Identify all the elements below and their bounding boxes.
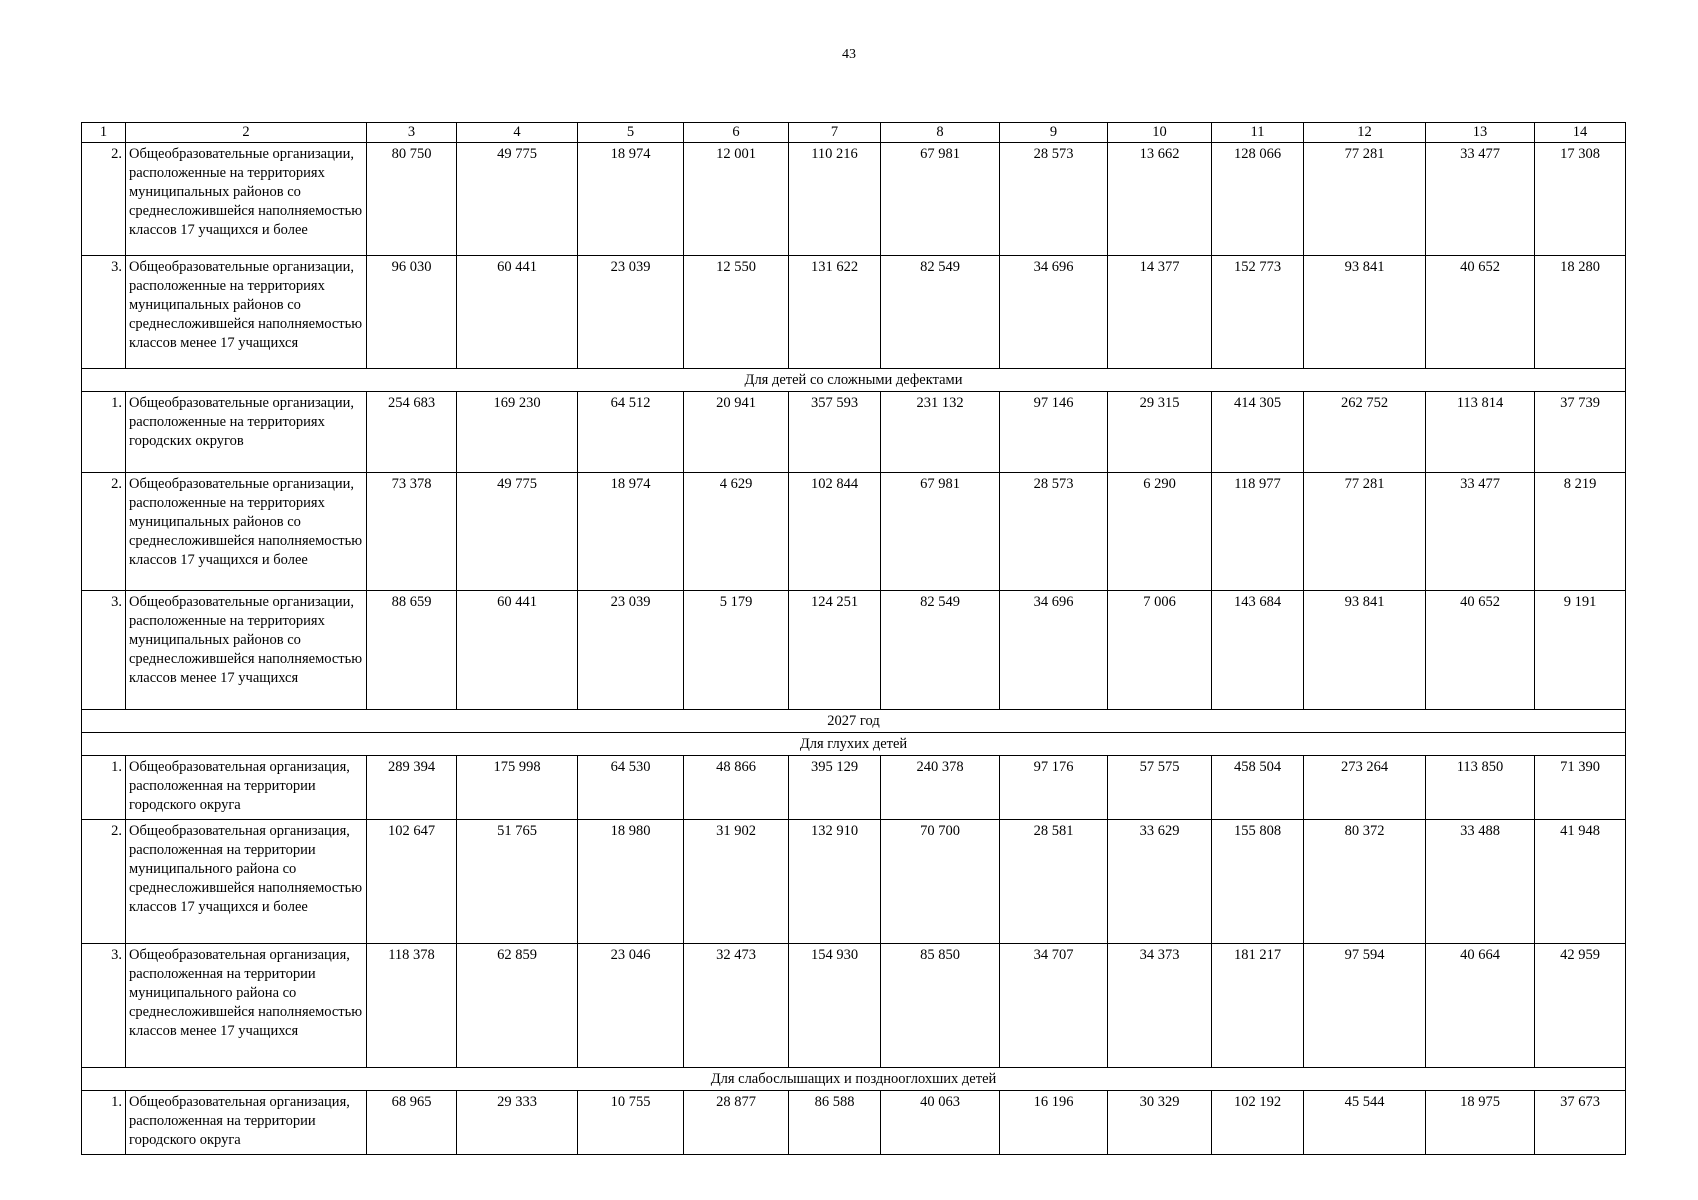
row-number: 1. xyxy=(82,392,126,473)
value-cell: 48 866 xyxy=(684,756,789,820)
value-cell: 14 377 xyxy=(1108,256,1212,369)
table-row xyxy=(82,143,1626,256)
value-cell: 18 974 xyxy=(578,473,684,591)
section-header-row xyxy=(82,710,1626,733)
column-header: 10 xyxy=(1108,123,1212,143)
row-number: 2. xyxy=(82,473,126,591)
value-cell: 18 980 xyxy=(578,820,684,944)
value-cell: 23 039 xyxy=(578,591,684,710)
value-cell: 458 504 xyxy=(1212,756,1304,820)
value-cell: 18 280 xyxy=(1535,256,1626,369)
column-header: 1 xyxy=(82,123,126,143)
table-row xyxy=(82,820,1626,944)
value-cell: 28 573 xyxy=(1000,473,1108,591)
value-cell: 12 001 xyxy=(684,143,789,256)
row-number: 2. xyxy=(82,143,126,256)
section-header-row xyxy=(82,369,1626,392)
value-cell: 60 441 xyxy=(457,256,578,369)
value-cell: 51 765 xyxy=(457,820,578,944)
value-cell: 273 264 xyxy=(1304,756,1426,820)
value-cell: 33 488 xyxy=(1426,820,1535,944)
value-cell: 40 652 xyxy=(1426,591,1535,710)
value-cell: 86 588 xyxy=(789,1091,881,1155)
value-cell: 10 755 xyxy=(578,1091,684,1155)
value-cell: 357 593 xyxy=(789,392,881,473)
table-body xyxy=(82,123,1626,1155)
value-cell: 231 132 xyxy=(881,392,1000,473)
value-cell: 6 290 xyxy=(1108,473,1212,591)
row-number: 2. xyxy=(82,820,126,944)
value-cell: 110 216 xyxy=(789,143,881,256)
value-cell: 18 974 xyxy=(578,143,684,256)
value-cell: 80 750 xyxy=(367,143,457,256)
value-cell: 13 662 xyxy=(1108,143,1212,256)
organization-type: Общеобразовательные организации, расположенные на территориях муниципальных районов со среднесложившейся наполняемостью классов 17 учащихся и более xyxy=(126,473,367,591)
table-row xyxy=(82,591,1626,710)
value-cell: 124 251 xyxy=(789,591,881,710)
table-row xyxy=(82,473,1626,591)
value-cell: 68 965 xyxy=(367,1091,457,1155)
section-title: 2027 год xyxy=(82,710,1626,733)
value-cell: 143 684 xyxy=(1212,591,1304,710)
section-title: Для глухих детей xyxy=(82,733,1626,756)
organization-type: Общеобразовательные организации, расположенные на территориях муниципальных районов со среднесложившейся наполняемостью классов 17 учащихся и более xyxy=(126,143,367,256)
value-cell: 96 030 xyxy=(367,256,457,369)
value-cell: 49 775 xyxy=(457,473,578,591)
value-cell: 70 700 xyxy=(881,820,1000,944)
value-cell: 88 659 xyxy=(367,591,457,710)
row-number: 3. xyxy=(82,944,126,1068)
value-cell: 175 998 xyxy=(457,756,578,820)
column-header: 6 xyxy=(684,123,789,143)
column-header: 14 xyxy=(1535,123,1626,143)
value-cell: 18 975 xyxy=(1426,1091,1535,1155)
value-cell: 128 066 xyxy=(1212,143,1304,256)
value-cell: 154 930 xyxy=(789,944,881,1068)
organization-type: Общеобразовательная организация, расположенная на территории городского округа xyxy=(126,756,367,820)
value-cell: 97 146 xyxy=(1000,392,1108,473)
value-cell: 67 981 xyxy=(881,143,1000,256)
value-cell: 42 959 xyxy=(1535,944,1626,1068)
value-cell: 16 196 xyxy=(1000,1091,1108,1155)
value-cell: 82 549 xyxy=(881,256,1000,369)
value-cell: 132 910 xyxy=(789,820,881,944)
table-row xyxy=(82,756,1626,820)
value-cell: 37 739 xyxy=(1535,392,1626,473)
value-cell: 155 808 xyxy=(1212,820,1304,944)
value-cell: 23 046 xyxy=(578,944,684,1068)
value-cell: 45 544 xyxy=(1304,1091,1426,1155)
value-cell: 395 129 xyxy=(789,756,881,820)
organization-type: Общеобразовательная организация, расположенная на территории муниципального района со среднесложившейся наполняемостью классов менее 17 учащихся xyxy=(126,944,367,1068)
value-cell: 29 315 xyxy=(1108,392,1212,473)
value-cell: 12 550 xyxy=(684,256,789,369)
value-cell: 262 752 xyxy=(1304,392,1426,473)
table-row xyxy=(82,392,1626,473)
column-header: 4 xyxy=(457,123,578,143)
value-cell: 64 512 xyxy=(578,392,684,473)
value-cell: 254 683 xyxy=(367,392,457,473)
value-cell: 118 378 xyxy=(367,944,457,1068)
value-cell: 62 859 xyxy=(457,944,578,1068)
value-cell: 31 902 xyxy=(684,820,789,944)
value-cell: 7 006 xyxy=(1108,591,1212,710)
value-cell: 34 696 xyxy=(1000,591,1108,710)
value-cell: 102 192 xyxy=(1212,1091,1304,1155)
value-cell: 102 647 xyxy=(367,820,457,944)
value-cell: 17 308 xyxy=(1535,143,1626,256)
value-cell: 93 841 xyxy=(1304,591,1426,710)
value-cell: 77 281 xyxy=(1304,143,1426,256)
value-cell: 34 696 xyxy=(1000,256,1108,369)
value-cell: 85 850 xyxy=(881,944,1000,1068)
value-cell: 181 217 xyxy=(1212,944,1304,1068)
value-cell: 4 629 xyxy=(684,473,789,591)
value-cell: 240 378 xyxy=(881,756,1000,820)
value-cell: 77 281 xyxy=(1304,473,1426,591)
value-cell: 5 179 xyxy=(684,591,789,710)
section-title: Для детей со сложными дефектами xyxy=(82,369,1626,392)
value-cell: 71 390 xyxy=(1535,756,1626,820)
organization-type: Общеобразовательная организация, расположенная на территории муниципального района со среднесложившейся наполняемостью классов 17 учащихся и более xyxy=(126,820,367,944)
column-header: 3 xyxy=(367,123,457,143)
column-number-header xyxy=(82,123,1626,143)
value-cell: 152 773 xyxy=(1212,256,1304,369)
value-cell: 28 573 xyxy=(1000,143,1108,256)
row-number: 1. xyxy=(82,1091,126,1155)
value-cell: 30 329 xyxy=(1108,1091,1212,1155)
value-cell: 40 652 xyxy=(1426,256,1535,369)
value-cell: 113 850 xyxy=(1426,756,1535,820)
table-row xyxy=(82,256,1626,369)
value-cell: 41 948 xyxy=(1535,820,1626,944)
column-header: 5 xyxy=(578,123,684,143)
value-cell: 28 877 xyxy=(684,1091,789,1155)
value-cell: 67 981 xyxy=(881,473,1000,591)
column-header: 11 xyxy=(1212,123,1304,143)
organization-type: Общеобразовательные организации, расположенные на территориях муниципальных районов со среднесложившейся наполняемостью классов менее 17 учащихся xyxy=(126,256,367,369)
value-cell: 102 844 xyxy=(789,473,881,591)
value-cell: 34 707 xyxy=(1000,944,1108,1068)
row-number: 3. xyxy=(82,591,126,710)
financing-table xyxy=(81,122,1626,1155)
value-cell: 64 530 xyxy=(578,756,684,820)
column-header: 9 xyxy=(1000,123,1108,143)
value-cell: 33 629 xyxy=(1108,820,1212,944)
value-cell: 49 775 xyxy=(457,143,578,256)
value-cell: 73 378 xyxy=(367,473,457,591)
value-cell: 118 977 xyxy=(1212,473,1304,591)
value-cell: 113 814 xyxy=(1426,392,1535,473)
value-cell: 169 230 xyxy=(457,392,578,473)
table-row xyxy=(82,944,1626,1068)
row-number: 3. xyxy=(82,256,126,369)
value-cell: 80 372 xyxy=(1304,820,1426,944)
section-header-row xyxy=(82,733,1626,756)
column-header: 12 xyxy=(1304,123,1426,143)
value-cell: 33 477 xyxy=(1426,143,1535,256)
value-cell: 34 373 xyxy=(1108,944,1212,1068)
value-cell: 23 039 xyxy=(578,256,684,369)
value-cell: 9 191 xyxy=(1535,591,1626,710)
value-cell: 93 841 xyxy=(1304,256,1426,369)
section-header-row xyxy=(82,1068,1626,1091)
column-header: 13 xyxy=(1426,123,1535,143)
value-cell: 33 477 xyxy=(1426,473,1535,591)
value-cell: 32 473 xyxy=(684,944,789,1068)
organization-type: Общеобразовательная организация, расположенная на территории городского округа xyxy=(126,1091,367,1155)
organization-type: Общеобразовательные организации, расположенные на территориях муниципальных районов со среднесложившейся наполняемостью классов менее 17 учащихся xyxy=(126,591,367,710)
value-cell: 97 594 xyxy=(1304,944,1426,1068)
section-title: Для слабослышащих и позднооглохших детей xyxy=(82,1068,1626,1091)
value-cell: 82 549 xyxy=(881,591,1000,710)
value-cell: 57 575 xyxy=(1108,756,1212,820)
value-cell: 8 219 xyxy=(1535,473,1626,591)
value-cell: 97 176 xyxy=(1000,756,1108,820)
column-header: 7 xyxy=(789,123,881,143)
value-cell: 414 305 xyxy=(1212,392,1304,473)
value-cell: 40 063 xyxy=(881,1091,1000,1155)
value-cell: 60 441 xyxy=(457,591,578,710)
value-cell: 37 673 xyxy=(1535,1091,1626,1155)
table-row xyxy=(82,1091,1626,1155)
column-header: 8 xyxy=(881,123,1000,143)
organization-type: Общеобразовательные организации, расположенные на территориях городских округов xyxy=(126,392,367,473)
value-cell: 131 622 xyxy=(789,256,881,369)
value-cell: 289 394 xyxy=(367,756,457,820)
value-cell: 29 333 xyxy=(457,1091,578,1155)
column-header: 2 xyxy=(126,123,367,143)
page-number: 43 xyxy=(842,47,856,62)
value-cell: 20 941 xyxy=(684,392,789,473)
value-cell: 28 581 xyxy=(1000,820,1108,944)
row-number: 1. xyxy=(82,756,126,820)
value-cell: 40 664 xyxy=(1426,944,1535,1068)
